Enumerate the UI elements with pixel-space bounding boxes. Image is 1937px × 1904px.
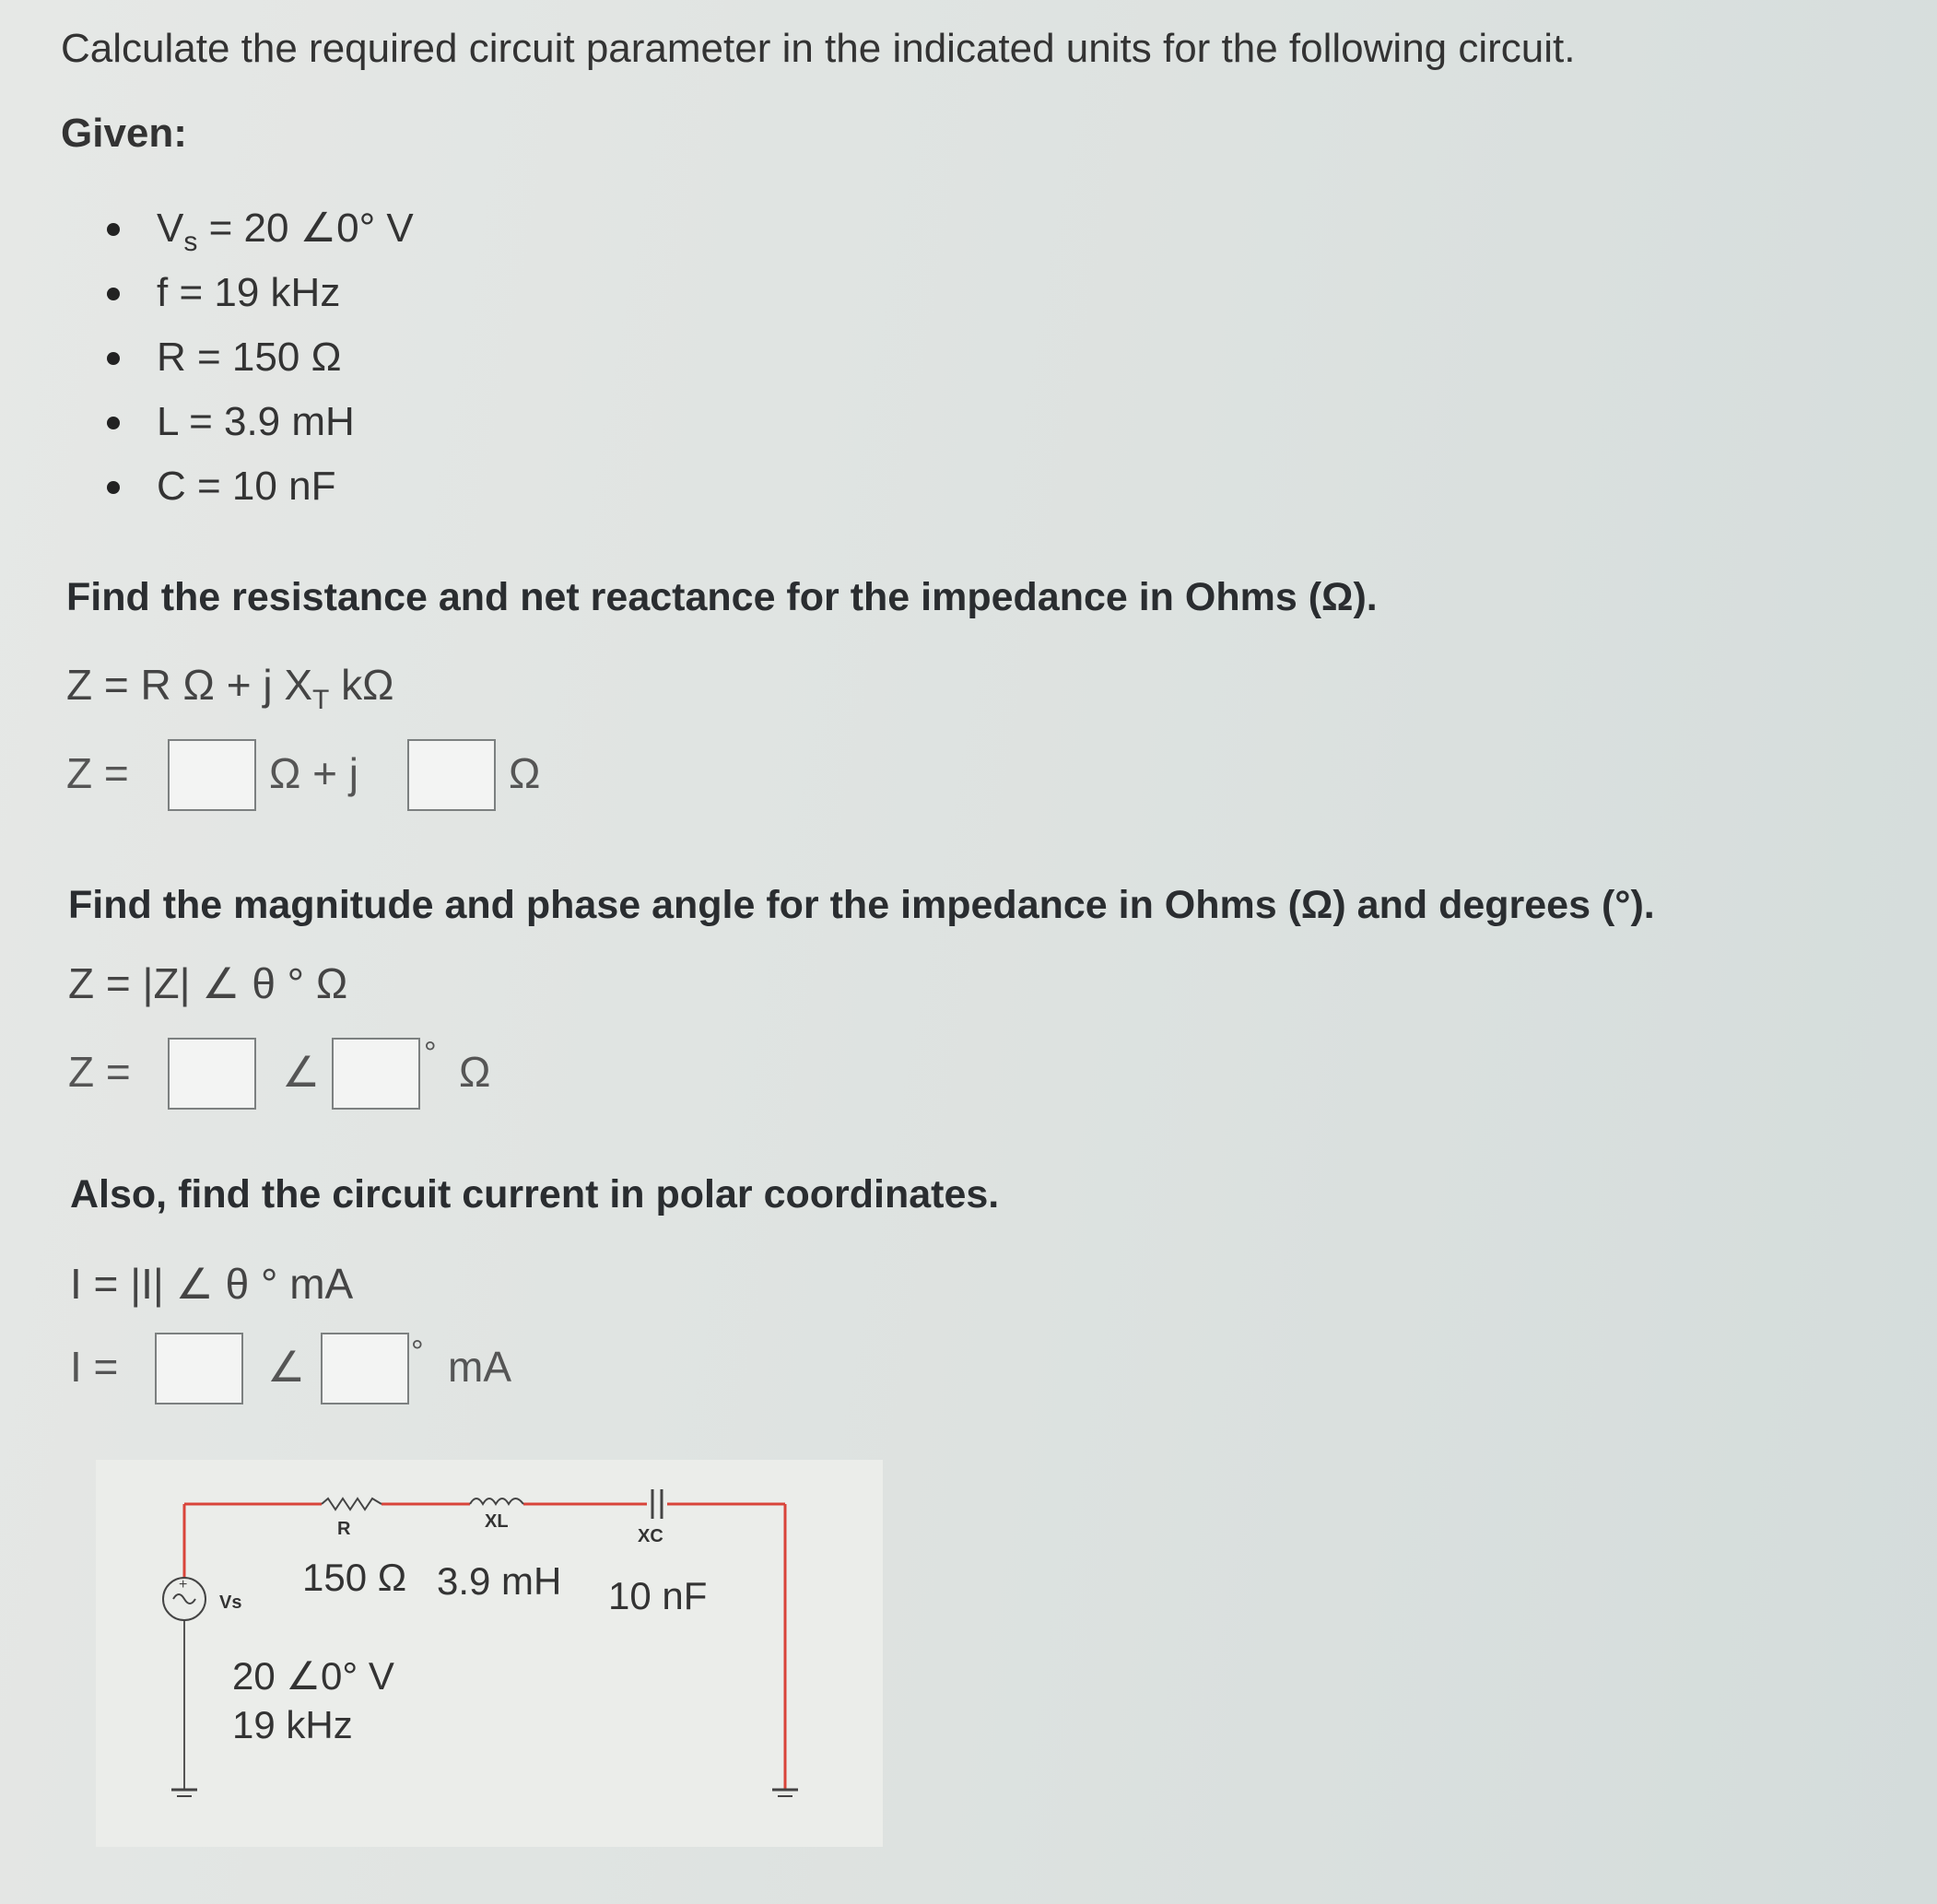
circuit-diagram <box>96 1460 883 1847</box>
q2-degree-symbol: ° <box>424 1036 437 1071</box>
q3-formula: I = |I| ∠ θ ° mA <box>70 1260 354 1308</box>
given-label: Given: <box>61 111 187 156</box>
q3-heading: Also, find the circuit current in polar coordinates. <box>70 1172 1000 1216</box>
impedance-angle-input[interactable] <box>332 1038 420 1110</box>
q1-heading: Find the resistance and net reactance for the impedance in Ohms (Ω). <box>66 575 1378 619</box>
resistor-symbol <box>322 1499 382 1510</box>
intro-text: Calculate the required circuit parameter in the indicated units for the following circuit. <box>61 26 1576 71</box>
q1-lhs: Z = <box>66 749 129 797</box>
q2-formula: Z = |Z| ∠ θ ° Ω <box>68 959 348 1007</box>
q2-lhs: Z = <box>68 1048 131 1096</box>
q2-unit-omega: Ω <box>459 1048 491 1096</box>
given-item-f: f = 19 kHz <box>101 265 414 330</box>
ac-wave-icon <box>173 1594 195 1604</box>
source-plus-icon: + <box>179 1577 188 1593</box>
resistance-input[interactable] <box>168 739 256 811</box>
q3-degree-symbol: ° <box>411 1334 424 1369</box>
current-magnitude-input[interactable] <box>155 1333 243 1404</box>
q2-angle-symbol: ∠ <box>282 1048 321 1096</box>
reactance-input[interactable] <box>407 739 496 811</box>
given-item-l: L = 3.9 mH <box>101 394 414 459</box>
q3-lhs: I = <box>70 1343 119 1391</box>
impedance-magnitude-input[interactable] <box>168 1038 256 1110</box>
q3-angle-symbol: ∠ <box>267 1343 306 1391</box>
given-item-vs: $V_s = 20$ ∠0° V <box>101 201 414 265</box>
xl-label: XL <box>485 1511 509 1532</box>
q1-unit-omega-plus-j: Ω + j <box>269 749 359 797</box>
q1-formula: Z = R Ω + j $X_T$ kΩ <box>66 661 394 716</box>
xc-value: 10 nF <box>608 1574 708 1617</box>
given-item-c: C = 10 nF <box>101 459 414 523</box>
vs-value: 20 ∠0° V <box>232 1654 394 1698</box>
given-list <box>101 201 414 523</box>
vs-label: Vs <box>219 1593 242 1613</box>
q3-unit-ma: mA <box>448 1343 511 1391</box>
q1-unit-omega: Ω <box>509 749 541 797</box>
r-label: R <box>337 1519 351 1539</box>
current-angle-input[interactable] <box>321 1333 409 1404</box>
xc-label: XC <box>638 1526 663 1546</box>
q2-heading: Find the magnitude and phase angle for the impedance in Ohms (Ω) and degrees (°). <box>68 883 1655 927</box>
inductor-symbol <box>470 1499 523 1504</box>
vs-frequency: 19 kHz <box>232 1703 353 1746</box>
given-item-r: R = 150 Ω <box>101 330 414 394</box>
r-value: 150 Ω <box>302 1556 407 1599</box>
xl-value: 3.9 mH <box>437 1559 562 1603</box>
